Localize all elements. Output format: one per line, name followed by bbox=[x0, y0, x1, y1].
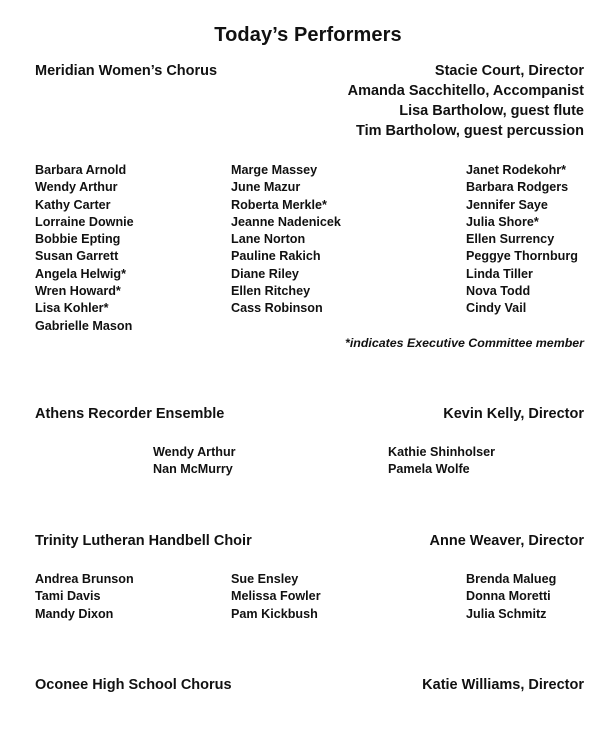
member-name: Pam Kickbush bbox=[231, 606, 318, 621]
member-name: Mandy Dixon bbox=[35, 606, 114, 621]
executive-committee-note: *indicates Executive Committee member bbox=[345, 336, 584, 350]
meridian-members-col-1 bbox=[35, 162, 134, 335]
member-name: Kathy Carter bbox=[35, 197, 111, 212]
meridian-members-col-2 bbox=[231, 162, 341, 318]
member-name: Wren Howard* bbox=[35, 284, 121, 299]
oconee-director: Katie Williams, Director bbox=[422, 677, 584, 693]
trinity-choir-name: Trinity Lutheran Handbell Choir bbox=[35, 533, 252, 549]
member-name: Diane Riley bbox=[231, 266, 299, 281]
athens-members-col-1 bbox=[153, 444, 236, 479]
member-name: Nan McMurry bbox=[153, 462, 233, 477]
member-name: Susan Garrett bbox=[35, 249, 119, 264]
member-name: Pauline Rakich bbox=[231, 249, 321, 264]
member-name: Brenda Malueg bbox=[466, 572, 557, 586]
athens-director: Kevin Kelly, Director bbox=[443, 406, 584, 422]
member-name: Barbara Arnold bbox=[35, 163, 127, 177]
member-name: Lisa Kohler* bbox=[35, 301, 109, 316]
member-name: Tami Davis bbox=[35, 589, 101, 604]
member-name: Ellen Ritchey bbox=[231, 284, 311, 299]
member-name: Andrea Brunson bbox=[35, 572, 134, 586]
trinity-members-col-3 bbox=[466, 571, 556, 623]
member-name: Lane Norton bbox=[231, 232, 306, 247]
athens-members-col-2 bbox=[388, 444, 495, 479]
member-name: Jeanne Nadenicek bbox=[231, 214, 341, 229]
member-name: Wendy Arthur bbox=[35, 180, 118, 195]
page-title: Today’s Performers bbox=[214, 24, 402, 46]
meridian-accompanist: Amanda Sacchitello, Accompanist bbox=[347, 83, 584, 99]
member-name: Cass Robinson bbox=[231, 301, 323, 316]
member-name: Nova Todd bbox=[466, 284, 531, 299]
member-name: Sue Ensley bbox=[231, 572, 299, 586]
member-name: June Mazur bbox=[231, 180, 301, 195]
member-name: Marge Massey bbox=[231, 163, 318, 177]
trinity-director: Anne Weaver, Director bbox=[429, 533, 584, 549]
member-name: Donna Moretti bbox=[466, 589, 551, 604]
member-name: Angela Helwig* bbox=[35, 266, 126, 281]
member-name: Julia Shore* bbox=[466, 214, 539, 229]
meridian-guest-flute: Lisa Bartholow, guest flute bbox=[399, 103, 584, 119]
meridian-guest-percussion: Tim Bartholow, guest percussion bbox=[355, 123, 584, 139]
meridian-chorus-name: Meridian Women’s Chorus bbox=[35, 63, 218, 79]
meridian-members-col-3 bbox=[466, 162, 578, 318]
member-name: Lorraine Downie bbox=[35, 214, 134, 229]
member-name: Pamela Wolfe bbox=[388, 462, 470, 477]
member-name: Roberta Merkle* bbox=[231, 197, 327, 212]
member-name: Barbara Rodgers bbox=[466, 180, 569, 195]
trinity-members-col-2 bbox=[231, 571, 321, 623]
oconee-chorus-name: Oconee High School Chorus bbox=[35, 677, 232, 693]
member-name: Cindy Vail bbox=[466, 301, 527, 316]
member-name: Jennifer Saye bbox=[466, 197, 548, 212]
member-name: Linda Tiller bbox=[466, 266, 533, 281]
trinity-members-col-1 bbox=[35, 571, 134, 623]
meridian-director: Stacie Court, Director bbox=[434, 63, 584, 79]
member-name: Kathie Shinholser bbox=[388, 445, 496, 459]
member-name: Julia Schmitz bbox=[466, 606, 547, 621]
member-name: Peggye Thornburg bbox=[466, 249, 578, 264]
athens-ensemble-name: Athens Recorder Ensemble bbox=[35, 406, 225, 422]
member-name: Bobbie Epting bbox=[35, 232, 121, 247]
member-name: Ellen Surrency bbox=[466, 232, 555, 247]
member-name: Gabrielle Mason bbox=[35, 318, 133, 333]
member-name: Wendy Arthur bbox=[153, 445, 236, 459]
member-name: Janet Rodekohr* bbox=[466, 163, 567, 177]
member-name: Melissa Fowler bbox=[231, 589, 321, 604]
